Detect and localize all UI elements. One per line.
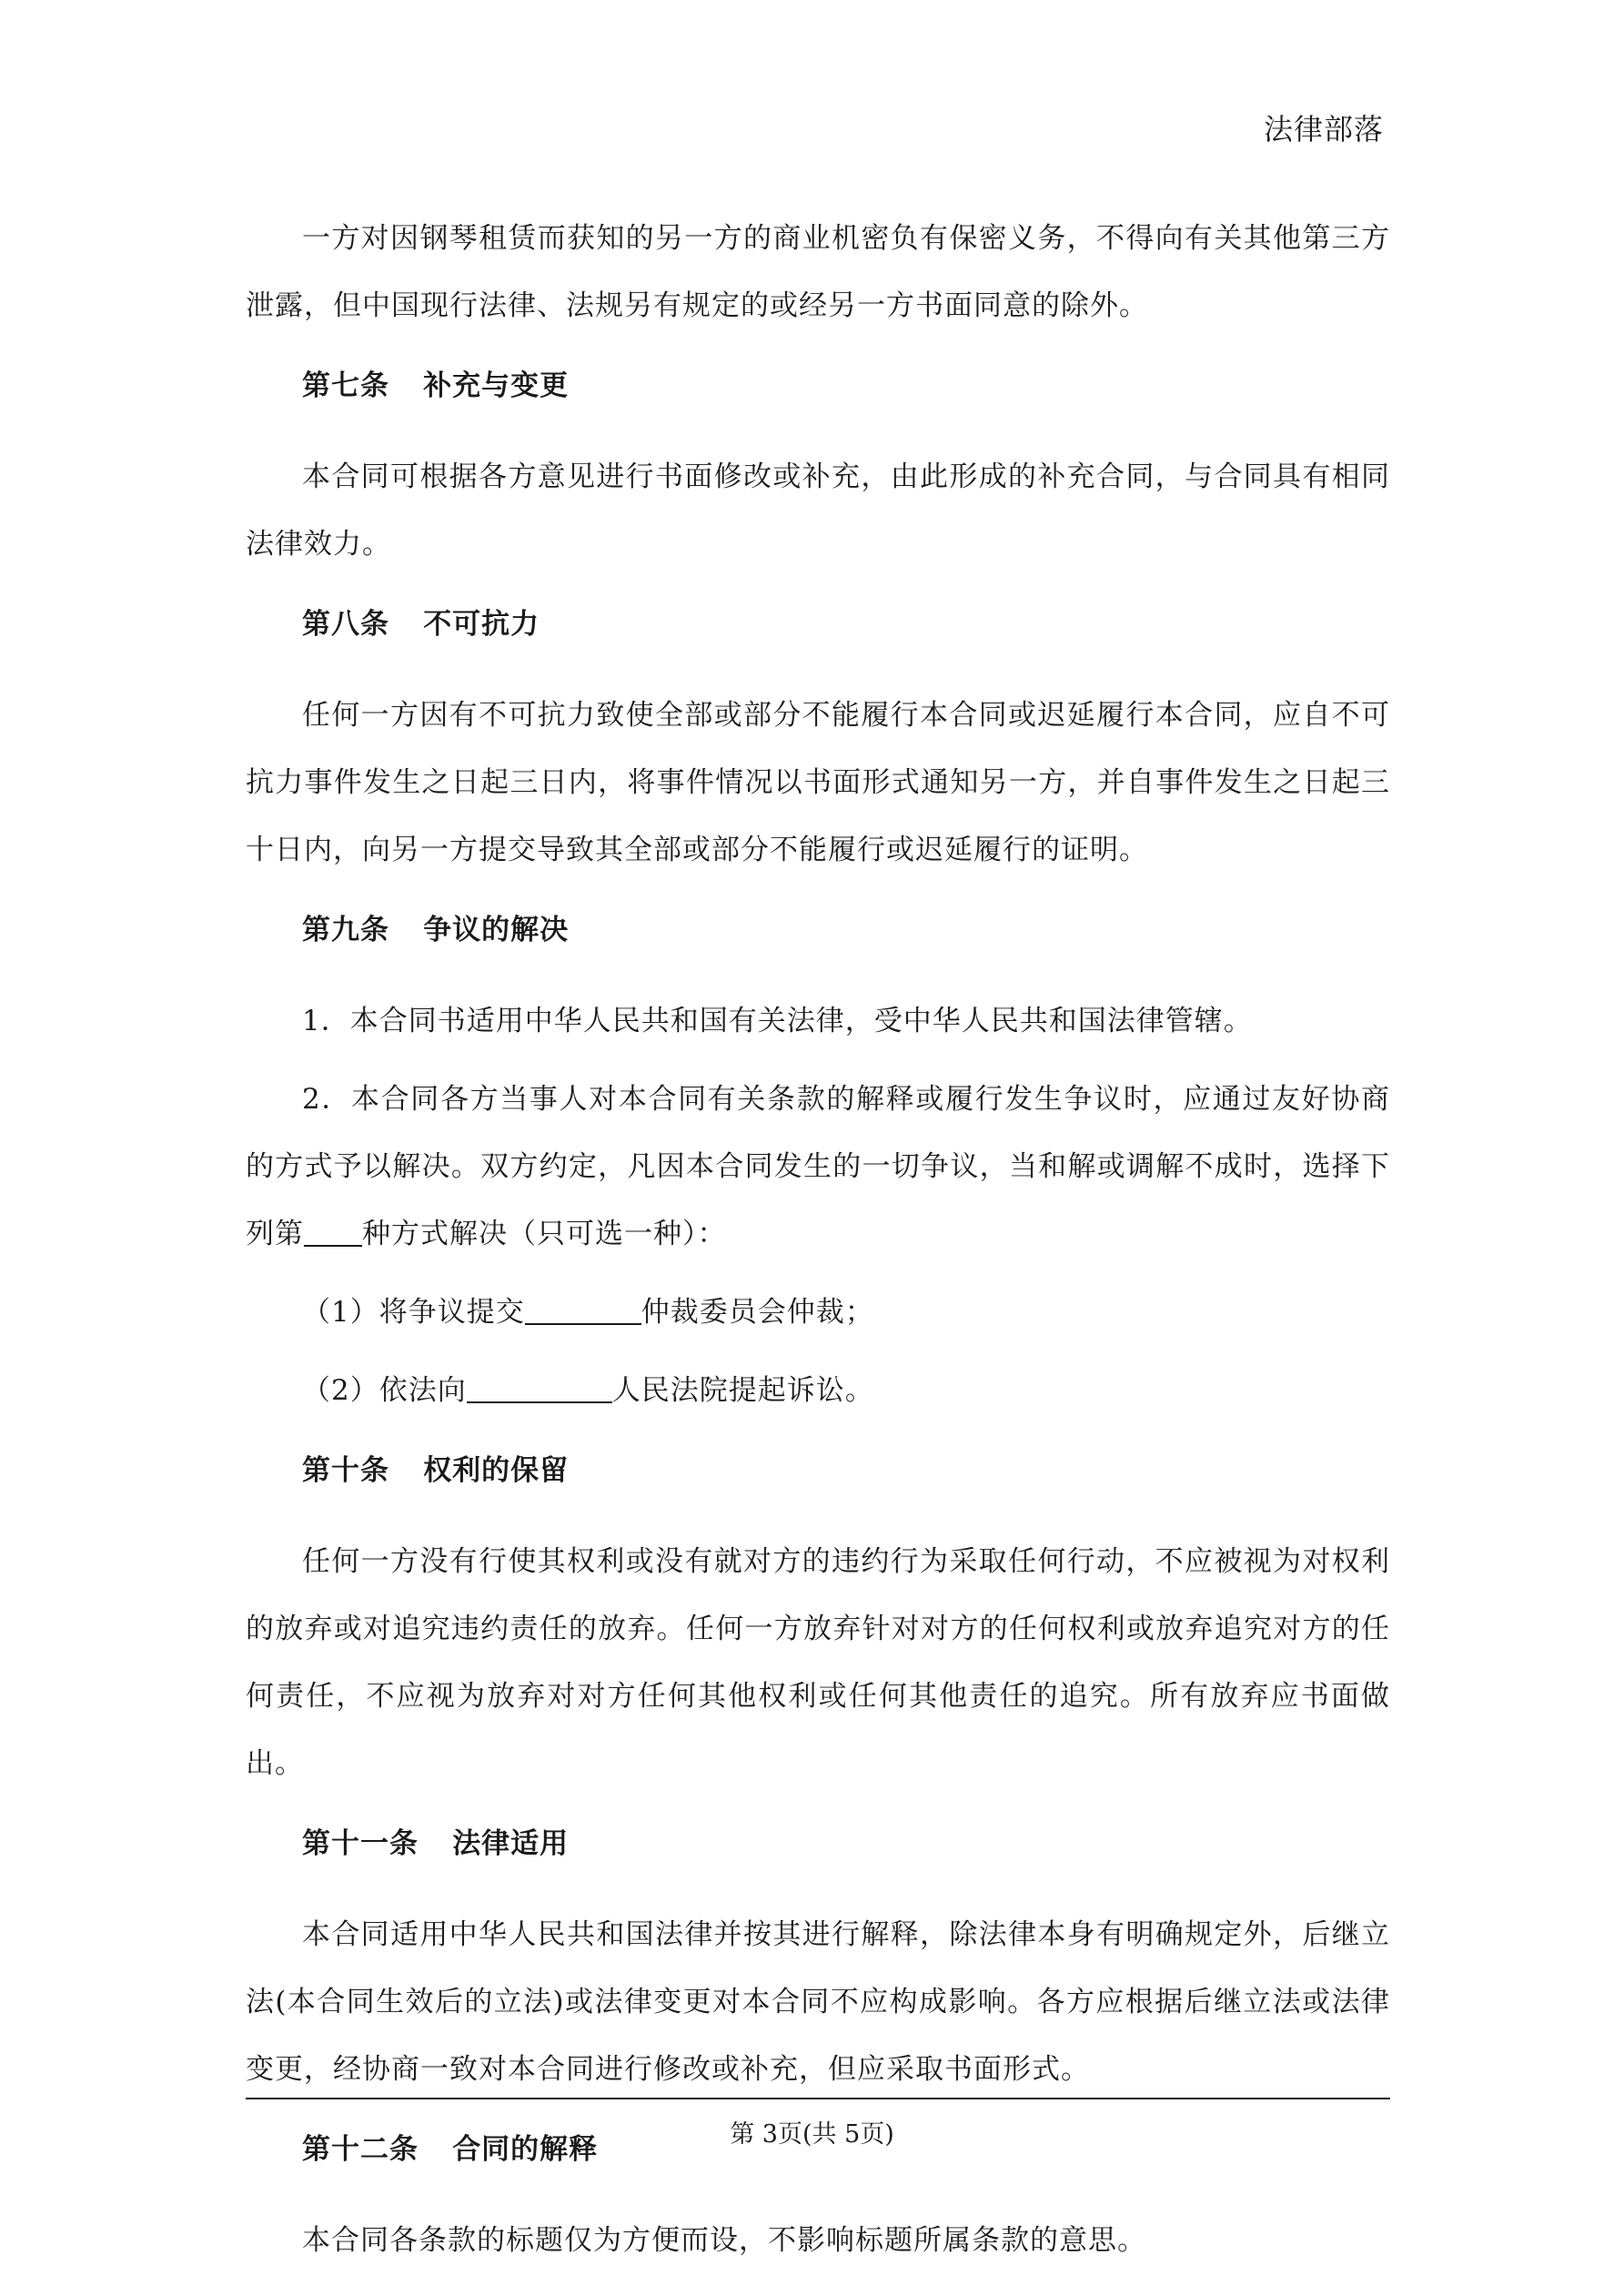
article-11-heading <box>246 1810 1390 1877</box>
document-body <box>246 205 1390 2285</box>
page-number: 第 3页(共 5页) <box>730 2120 894 2149</box>
article-10-number: 第十条 <box>302 1454 389 1487</box>
article-8-title: 不可抗力 <box>423 608 540 641</box>
article-10-title: 权利的保留 <box>423 1454 570 1487</box>
article-9-number: 第九条 <box>302 914 389 946</box>
article-12-text: 本合同各条款的标题仅为方便而设，不影响标题所属条款的意思。 <box>302 2224 1146 2257</box>
article-12-title: 合同的解释 <box>452 2133 599 2166</box>
article-7-heading <box>246 352 1390 420</box>
footer-divider <box>246 2098 1390 2099</box>
blank-option-number <box>304 1217 362 1247</box>
option-2-suffix: 人民法院提起诉讼。 <box>611 1374 874 1407</box>
header-brand: 法律部落 <box>1263 112 1384 147</box>
article-11-text: 本合同适用中华人民共和国法律并按其进行解释，除法律本身有明确规定外，后继立法(本合同生效后的立法)或法律变更对本合同不应构成影响。各方应根据后继立法或法律变更，经协商一致对本合同进行修改或补充，但应采取书面形式。 <box>246 1918 1390 2086</box>
article-8-text: 任何一方因有不可抗力致使全部或部分不能履行本合同或迟延履行本合同，应自不可抗力事件发生之日起三日内，将事件情况以书面形式通知另一方，并自事件发生之日起三十日内，向另一方提交导致其全部或部分不能履行或迟延履行的证明。 <box>246 699 1390 866</box>
article-7-title: 补充与变更 <box>423 369 570 402</box>
article-7-number: 第七条 <box>302 369 389 402</box>
article-9-heading <box>246 896 1390 964</box>
article-9-option-1 <box>246 1279 1390 1346</box>
article-8-number: 第八条 <box>302 608 389 641</box>
article-11-number: 第十一条 <box>302 1827 419 1860</box>
article-12-number: 第十二条 <box>302 2133 419 2166</box>
article-10-text: 任何一方没有行使其权利或没有就对方的违约行为采取任何行动，不应被视为对权利的放弃或对追究违约责任的放弃。任何一方放弃针对对方的任何权利或放弃追究对方的任何责任，不应视为放弃对对方任何其他权利或任何其他责任的追究。所有放弃应书面做出。 <box>246 1545 1390 1780</box>
article-9-clause-2 <box>246 1066 1390 1268</box>
option-2-prefix: （2）依法向 <box>302 1374 467 1407</box>
paragraph-confidentiality: 一方对因钢琴租赁而获知的另一方的商业机密负有保密义务，不得向有关其他第三方泄露，但中国现行法律、法规另有规定的或经另一方书面同意的除外。 <box>246 222 1390 322</box>
article-8-heading <box>246 591 1390 658</box>
article-11-title: 法律适用 <box>452 1827 570 1860</box>
blank-court-name <box>467 1373 612 1403</box>
article-9-option-2 <box>246 1357 1390 1424</box>
option-1-prefix: （1）将争议提交 <box>302 1296 525 1329</box>
article-7-text: 本合同可根据各方意见进行书面修改或补充，由此形成的补充合同，与合同具有相同法律效力。 <box>246 460 1390 561</box>
article-10-heading <box>246 1437 1390 1504</box>
article-9-clause-1: 1．本合同书适用中华人民共和国有关法律，受中华人民共和国法律管辖。 <box>302 1005 1253 1037</box>
option-1-suffix: 仲裁委员会仲裁； <box>641 1296 874 1329</box>
article-9-title: 争议的解决 <box>423 914 570 946</box>
blank-arbitration-commission <box>525 1295 641 1325</box>
article-9-clause-2-text: 2．本合同各方当事人对本合同有关条款的解释或履行发生争议时，应通过友好协商的方式予以解决。双方约定，凡因本合同发生的一切争议，当和解或调解不成时，选择下列第 <box>246 1083 1390 1250</box>
article-9-clause-2-suffix: 种方式解决（只可选一种）： <box>362 1218 727 1250</box>
